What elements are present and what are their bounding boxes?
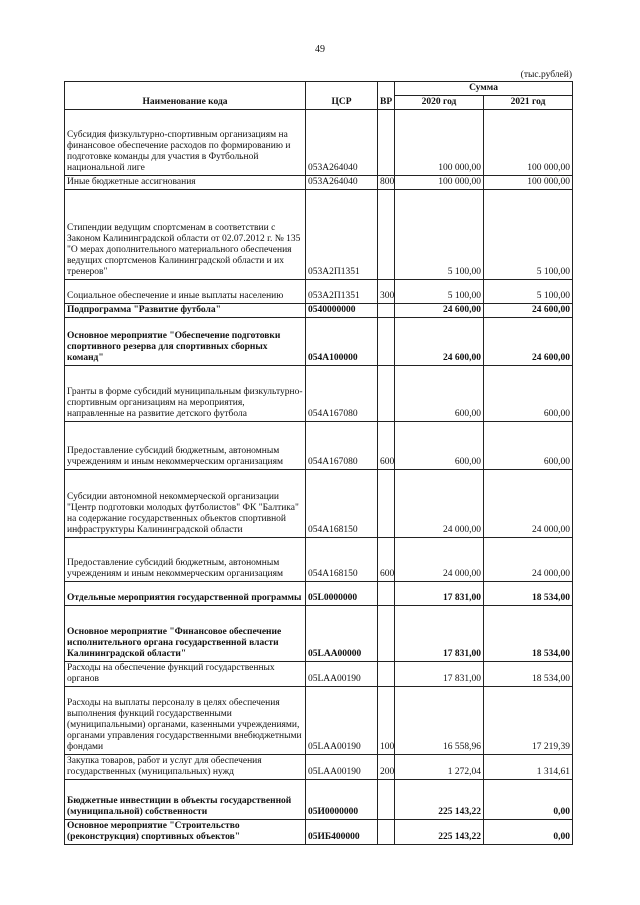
row-vr bbox=[378, 582, 395, 606]
table-row bbox=[65, 422, 573, 470]
row-csr: 05L0000000 bbox=[306, 582, 378, 606]
row-csr: 054А167080 bbox=[306, 366, 378, 422]
row-vr: 600 bbox=[378, 422, 395, 470]
row-sum-2021: 18 534,00 bbox=[484, 662, 573, 687]
table-row bbox=[65, 780, 573, 820]
row-sum-2020: 24 000,00 bbox=[395, 470, 484, 538]
page-number: 49 bbox=[315, 44, 325, 55]
table-body bbox=[65, 110, 573, 845]
header-vr: ВР bbox=[378, 82, 395, 110]
row-sum-2020: 24 600,00 bbox=[395, 318, 484, 366]
header-2021: 2021 год bbox=[484, 96, 573, 110]
row-name: Субсидия физкультурно-спортивным организациям на финансовое обеспечение расходов по формированию и подготовке команды для участия в Футбольной национальной лиге bbox=[65, 110, 306, 176]
row-sum-2020: 16 558,96 bbox=[395, 687, 484, 755]
row-vr: 200 bbox=[378, 755, 395, 780]
row-name: Гранты в форме субсидий муниципальным физкультурно-спортивным организациям на мероприятия, направленные на развитие детского футбола bbox=[65, 366, 306, 422]
table-row bbox=[65, 318, 573, 366]
header-name: Наименование кода bbox=[65, 82, 306, 110]
row-name: Иные бюджетные ассигнования bbox=[65, 176, 306, 190]
row-sum-2020: 5 100,00 bbox=[395, 280, 484, 304]
table-row bbox=[65, 304, 573, 318]
row-csr: 053А2П1351 bbox=[306, 280, 378, 304]
row-sum-2021: 18 534,00 bbox=[484, 606, 573, 662]
row-sum-2021: 18 534,00 bbox=[484, 582, 573, 606]
row-vr bbox=[378, 366, 395, 422]
row-sum-2020: 17 831,00 bbox=[395, 606, 484, 662]
header-2020: 2020 год bbox=[395, 96, 484, 110]
row-csr: 053А2П1351 bbox=[306, 190, 378, 280]
table-row bbox=[65, 582, 573, 606]
row-sum-2021: 100 000,00 bbox=[484, 110, 573, 176]
row-vr bbox=[378, 190, 395, 280]
row-sum-2020: 17 831,00 bbox=[395, 582, 484, 606]
row-sum-2020: 24 600,00 bbox=[395, 304, 484, 318]
table-row bbox=[65, 820, 573, 845]
row-sum-2020: 225 143,22 bbox=[395, 820, 484, 845]
row-sum-2021: 24 000,00 bbox=[484, 470, 573, 538]
units-label: (тыс.рублей) bbox=[520, 70, 572, 80]
row-sum-2021: 0,00 bbox=[484, 820, 573, 845]
row-name: Отдельные мероприятия государственной программы bbox=[65, 582, 306, 606]
row-sum-2021: 600,00 bbox=[484, 366, 573, 422]
row-csr: 05И0000000 bbox=[306, 780, 378, 820]
row-csr: 054А167080 bbox=[306, 422, 378, 470]
table-row bbox=[65, 662, 573, 687]
row-sum-2021: 24 000,00 bbox=[484, 538, 573, 582]
row-sum-2021: 24 600,00 bbox=[484, 304, 573, 318]
row-vr bbox=[378, 606, 395, 662]
row-sum-2021: 5 100,00 bbox=[484, 190, 573, 280]
table-row bbox=[65, 538, 573, 582]
row-vr: 600 bbox=[378, 538, 395, 582]
row-name: Социальное обеспечение и иные выплаты населению bbox=[65, 280, 306, 304]
row-name: Предоставление субсидий бюджетным, автономным учреждениям и иным некоммерческим организациям bbox=[65, 538, 306, 582]
row-sum-2020: 1 272,04 bbox=[395, 755, 484, 780]
table-row bbox=[65, 110, 573, 176]
row-vr: 100 bbox=[378, 687, 395, 755]
row-sum-2020: 17 831,00 bbox=[395, 662, 484, 687]
row-csr: 0540000000 bbox=[306, 304, 378, 318]
row-sum-2020: 600,00 bbox=[395, 422, 484, 470]
row-name: Основное мероприятие "Финансовое обеспечение исполнительного органа государственной власти Калининградской области" bbox=[65, 606, 306, 662]
row-name: Стипендии ведущим спортсменам в соответствии с Законом Калининградской области от 02.07.2012 г. № 135 "О мерах дополнительного материального обеспечения ведущих спортсменов Калининградской области и их тренеров" bbox=[65, 190, 306, 280]
row-csr: 054А168150 bbox=[306, 470, 378, 538]
row-vr: 800 bbox=[378, 176, 395, 190]
row-csr: 053А264040 bbox=[306, 110, 378, 176]
row-sum-2020: 100 000,00 bbox=[395, 110, 484, 176]
row-sum-2021: 0,00 bbox=[484, 780, 573, 820]
row-csr: 05LAA00000 bbox=[306, 606, 378, 662]
header-sum: Сумма bbox=[395, 82, 573, 96]
row-sum-2021: 17 219,39 bbox=[484, 687, 573, 755]
row-csr: 05LAA00190 bbox=[306, 687, 378, 755]
row-vr bbox=[378, 662, 395, 687]
row-sum-2021: 600,00 bbox=[484, 422, 573, 470]
row-sum-2021: 1 314,61 bbox=[484, 755, 573, 780]
row-csr: 054А168150 bbox=[306, 538, 378, 582]
table-row bbox=[65, 687, 573, 755]
row-vr bbox=[378, 820, 395, 845]
row-vr: 300 bbox=[378, 280, 395, 304]
row-csr: 05LAA00190 bbox=[306, 755, 378, 780]
header-csr: ЦСР bbox=[306, 82, 378, 110]
row-sum-2021: 5 100,00 bbox=[484, 280, 573, 304]
table-row bbox=[65, 470, 573, 538]
row-name: Закупка товаров, работ и услуг для обеспечения государственных (муниципальных) нужд bbox=[65, 755, 306, 780]
row-sum-2021: 24 600,00 bbox=[484, 318, 573, 366]
row-vr bbox=[378, 780, 395, 820]
row-name: Субсидии автономной некоммерческой организации "Центр подготовки молодых футболистов" ФК "Балтика" на содержание государственных объектов спортивной инфраструктуры Калининградской области bbox=[65, 470, 306, 538]
row-vr bbox=[378, 304, 395, 318]
table-row bbox=[65, 190, 573, 280]
table-row bbox=[65, 606, 573, 662]
row-vr bbox=[378, 318, 395, 366]
row-sum-2020: 225 143,22 bbox=[395, 780, 484, 820]
row-name: Расходы на выплаты персоналу в целях обеспечения выполнения функций государственными (муниципальными) органами, казенными учреждениями, органами управления государственными внебюджетными фондами bbox=[65, 687, 306, 755]
row-csr: 05ИБ400000 bbox=[306, 820, 378, 845]
table-row bbox=[65, 755, 573, 780]
row-csr: 05LAA00190 bbox=[306, 662, 378, 687]
row-csr: 054А100000 bbox=[306, 318, 378, 366]
row-name: Основное мероприятие "Строительство (реконструкция) спортивных объектов" bbox=[65, 820, 306, 845]
row-vr bbox=[378, 110, 395, 176]
budget-table bbox=[64, 81, 573, 845]
row-name: Бюджетные инвестиции в объекты государственной (муниципальной) собственности bbox=[65, 780, 306, 820]
row-sum-2021: 100 000,00 bbox=[484, 176, 573, 190]
table-row bbox=[65, 366, 573, 422]
row-name: Основное мероприятие "Обеспечение подготовки спортивного резерва для спортивных сборных команд" bbox=[65, 318, 306, 366]
row-name: Подпрограмма "Развитие футбола" bbox=[65, 304, 306, 318]
row-sum-2020: 5 100,00 bbox=[395, 190, 484, 280]
row-sum-2020: 600,00 bbox=[395, 366, 484, 422]
row-sum-2020: 24 000,00 bbox=[395, 538, 484, 582]
row-name: Предоставление субсидий бюджетным, автономным учреждениям и иным некоммерческим организациям bbox=[65, 422, 306, 470]
row-csr: 053А264040 bbox=[306, 176, 378, 190]
table-row bbox=[65, 176, 573, 190]
row-vr bbox=[378, 470, 395, 538]
row-sum-2020: 100 000,00 bbox=[395, 176, 484, 190]
row-name: Расходы на обеспечение функций государственных органов bbox=[65, 662, 306, 687]
table-row bbox=[65, 280, 573, 304]
